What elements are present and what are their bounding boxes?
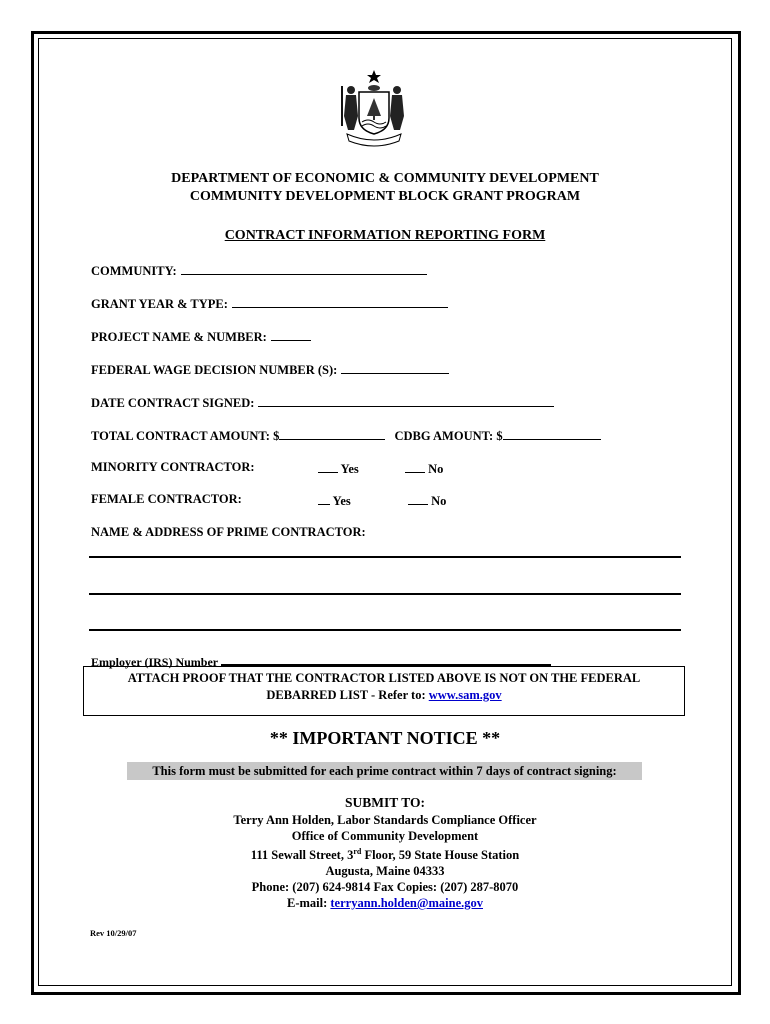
important-notice-title: ** IMPORTANT NOTICE ** <box>269 728 501 748</box>
email-label: E-mail: <box>286 896 328 911</box>
wage-decision-label: FEDERAL WAGE DECISION NUMBER (S): <box>91 363 338 377</box>
debarred-notice-box <box>83 666 685 716</box>
female-no-blank[interactable] <box>408 492 428 505</box>
grant-year-row <box>91 295 448 312</box>
female-no-label: No <box>431 494 447 508</box>
minority-row <box>91 460 255 475</box>
project-name-row <box>91 328 311 345</box>
sam-gov-link[interactable]: www.sam.gov <box>428 688 502 702</box>
minority-label: MINORITY CONTRACTOR: <box>91 460 255 474</box>
total-amount-field[interactable] <box>279 427 385 440</box>
grant-year-field[interactable] <box>232 295 448 308</box>
amount-row <box>91 427 601 444</box>
female-yes-label: Yes <box>332 494 351 508</box>
community-field[interactable] <box>181 262 427 275</box>
female-yes-blank[interactable] <box>318 492 330 505</box>
maine-state-seal <box>337 68 411 148</box>
wage-decision-field[interactable] <box>341 361 449 374</box>
total-amount-label: TOTAL CONTRACT AMOUNT: $ <box>91 429 280 443</box>
program-name: COMMUNITY DEVELOPMENT BLOCK GRANT PROGRAM <box>189 189 581 204</box>
phone-fax: Phone: (207) 624-9814 Fax Copies: (207) 287-8070 <box>251 880 519 895</box>
date-signed-field[interactable] <box>258 394 554 407</box>
minority-no-blank[interactable] <box>405 460 425 473</box>
female-row <box>91 492 242 507</box>
community-row <box>91 262 427 279</box>
revision-date: Rev 10/29/07 <box>90 928 137 938</box>
office-name: Office of Community Development <box>291 829 479 843</box>
submission-deadline-notice: This form must be submitted for each prime contract within 7 days of contract signing: <box>127 762 642 780</box>
date-signed-label: DATE CONTRACT SIGNED: <box>91 396 255 410</box>
prime-contractor-line-1[interactable] <box>89 556 681 558</box>
date-signed-row <box>91 394 554 411</box>
prime-contractor-label: NAME & ADDRESS OF PRIME CONTRACTOR: <box>91 525 366 539</box>
project-name-field[interactable] <box>271 328 311 341</box>
cdbg-amount-label: CDBG AMOUNT: $ <box>394 429 503 443</box>
debarred-notice-line-2 <box>84 687 684 704</box>
street-address <box>38 844 732 863</box>
form-title: CONTRACT INFORMATION REPORTING FORM <box>224 228 546 243</box>
street-address-suffix: rd <box>353 847 362 856</box>
debarred-notice-text: DEBARRED LIST - Refer to: <box>266 688 426 702</box>
prime-contractor-line-3[interactable] <box>89 629 681 631</box>
minority-no-option[interactable] <box>405 460 443 477</box>
email-line <box>38 895 732 911</box>
city-state-zip: Augusta, Maine 04333 <box>325 864 445 879</box>
minority-no-label: No <box>428 462 444 476</box>
project-name-label: PROJECT NAME & NUMBER: <box>91 330 267 344</box>
street-address-part2: Floor, 59 State House Station <box>361 848 520 863</box>
street-address-part1: 111 Sewall Street, 3 <box>250 848 354 863</box>
contact-name: Terry Ann Holden, Labor Standards Compliance Officer <box>233 813 537 827</box>
debarred-notice-line-1: ATTACH PROOF THAT THE CONTRACTOR LISTED ABOVE IS NOT ON THE FEDERAL <box>127 671 641 685</box>
department-heading <box>38 170 732 206</box>
employer-irs-label: Employer (IRS) Number <box>91 655 219 669</box>
email-link[interactable]: terryann.holden@maine.gov <box>330 896 483 911</box>
female-no-option[interactable] <box>408 492 446 509</box>
grant-year-label: GRANT YEAR & TYPE: <box>91 297 228 311</box>
female-yes-option[interactable] <box>318 492 351 509</box>
cdbg-amount-field[interactable] <box>503 427 601 440</box>
submit-to-heading: SUBMIT TO: <box>345 795 425 810</box>
minority-yes-label: Yes <box>340 462 359 476</box>
prime-contractor-line-2[interactable] <box>89 593 681 595</box>
department-name: DEPARTMENT OF ECONOMIC & COMMUNITY DEVELOPMENT <box>171 171 599 186</box>
employer-irs-field[interactable] <box>221 652 551 666</box>
female-label: FEMALE CONTRACTOR: <box>91 492 242 506</box>
wage-decision-row <box>91 361 449 378</box>
submit-address-block <box>38 812 732 911</box>
community-label: COMMUNITY: <box>91 264 177 278</box>
minority-yes-blank[interactable] <box>318 460 338 473</box>
minority-yes-option[interactable] <box>318 460 359 477</box>
